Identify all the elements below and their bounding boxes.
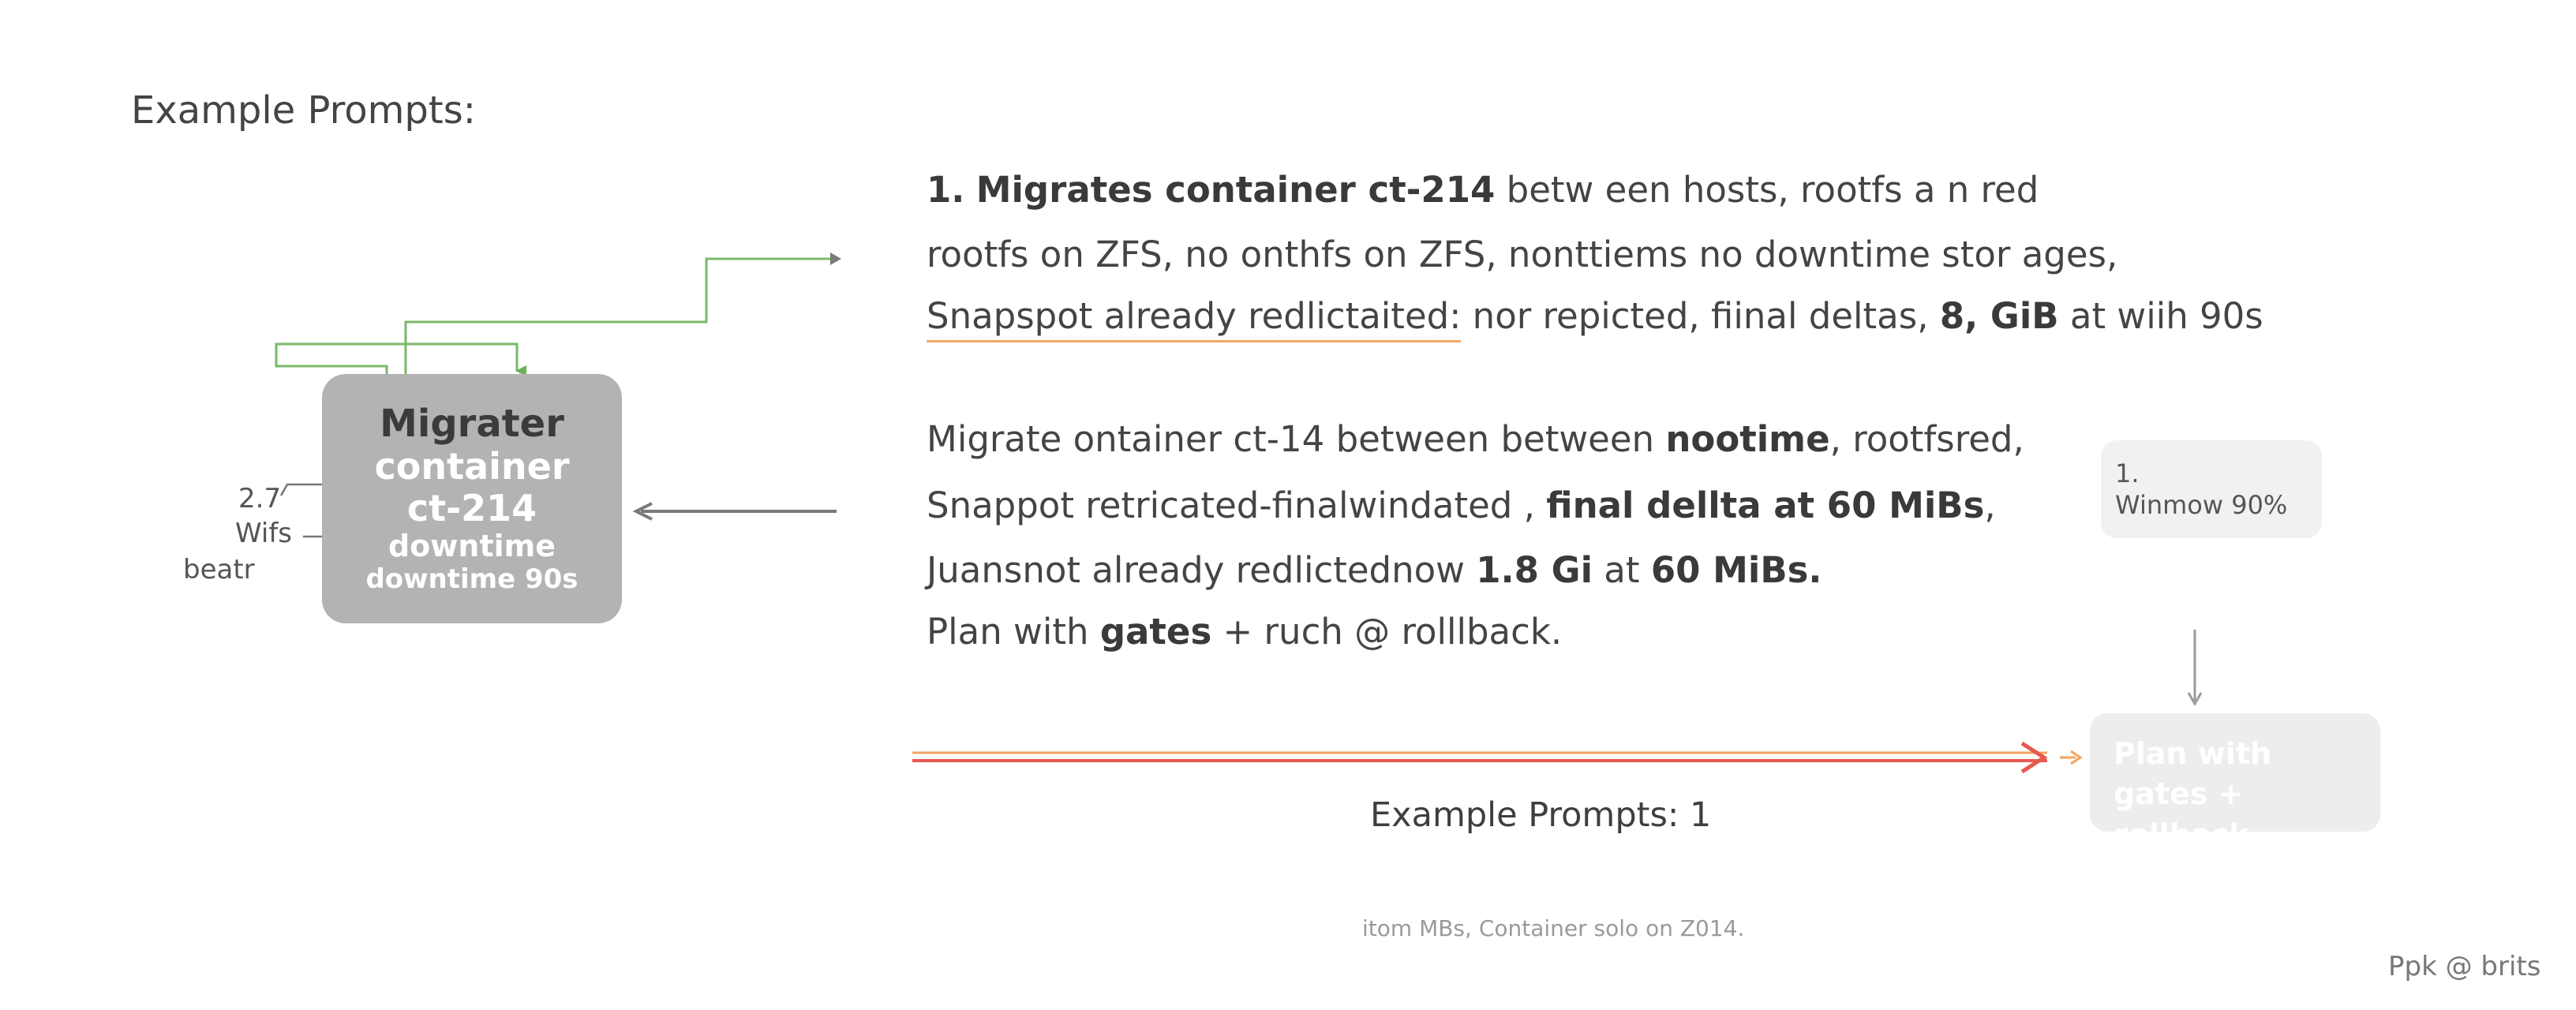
prompt1-line3-bold: 8, GiB [1939,295,2059,337]
prompt2-line3-a: Juansnot already redlictednow [927,549,1477,591]
prompt2-line1-a: Migrate ontainer ct-14 between between [927,418,1666,460]
prompt1-line3-end: 90s [2200,295,2263,337]
prompt2-line1-bold: nootime [1665,418,1830,460]
prompt2-line4 [927,611,1562,653]
plan-rollback-box [2090,713,2380,852]
prompt1-line3 [927,295,2263,337]
side-label-wifs: Wifs [235,518,293,549]
plan-line1: Plan with [2114,736,2272,771]
prompt2-line2-a: Snappot retricated-finalwindated , [927,484,1547,526]
box-line-container: container [374,445,570,488]
prompt1-line1 [927,169,2039,211]
prompt1-line3-rest-b: at wiih [2058,295,2200,337]
prompt1-line2-part: , no onthfs on [1162,234,1419,275]
side-label-beatr: beatr [183,554,255,585]
box-line-id: ct-214 [406,487,537,530]
migrate-container-box [322,374,622,623]
prompt2-line4-bold: gates [1099,611,1212,653]
window-note-number: 1. [2115,458,2140,488]
side-label-ratio: 2.7 [238,483,282,514]
prompt2-line4-a: Plan with [927,611,1100,653]
footnote: itom MBs, Container solo on Z014. [1362,915,1745,941]
prompt1-line3-rest-a: nor repicted, fiinal deltas, [1472,295,1940,337]
prompt2-line3-bold: 1.8 Gi [1476,549,1593,591]
prompt1-line2 [927,234,2117,275]
page-title: Example Prompts: [131,88,476,133]
prompt1-underlined-phrase: Snapspot already redlictaited: [927,295,1461,342]
prompt2-line2 [927,484,1996,526]
prompt2-line3 [927,549,1822,591]
caption: Example Prompts: 1 [1370,795,1712,835]
prompt2-line2-bold: final dellta at 60 MiBs [1546,484,1985,526]
prompt1-line2-part: ZFS [1095,234,1163,275]
prompt2-line3-bold2: 60 MiBs. [1650,549,1822,591]
prompt2-line2-b: , [1984,484,1996,526]
prompt1-number: 1. [927,169,965,211]
prompt1-lead: Migrates container ct-214 [975,169,1496,211]
box-title: Migrater [380,402,564,447]
prompt2-line1-b: , rootfsred, [1829,418,2024,460]
long-arrow-head [2022,743,2044,772]
prompt2-line4-b: + ruch @ rolllback. [1211,611,1563,653]
window-note-box [2101,440,2322,538]
prompt2-line3-b: at [1593,549,1651,591]
box-line-downtime: downtime [388,529,556,564]
plan-line2: gates + rollback [2114,776,2249,852]
gray-arrowhead-to-prompt1 [830,252,841,265]
prompt1-line2-part: ZFS [1418,234,1486,275]
prompt1-line2-part: , nonttiems no downtime stor ages, [1485,234,2118,275]
signature: Ppk @ brits [2388,951,2541,982]
window-note-text: Winmow 90% [2115,490,2288,520]
prompt1-line2-part: rootfs on [927,234,1096,275]
prompt2-line1 [927,418,2024,460]
box-line-downtime-90s: downtime 90s [365,563,578,595]
prompt1-line1-rest: betw een hosts, rootfs a n red [1506,169,2039,211]
